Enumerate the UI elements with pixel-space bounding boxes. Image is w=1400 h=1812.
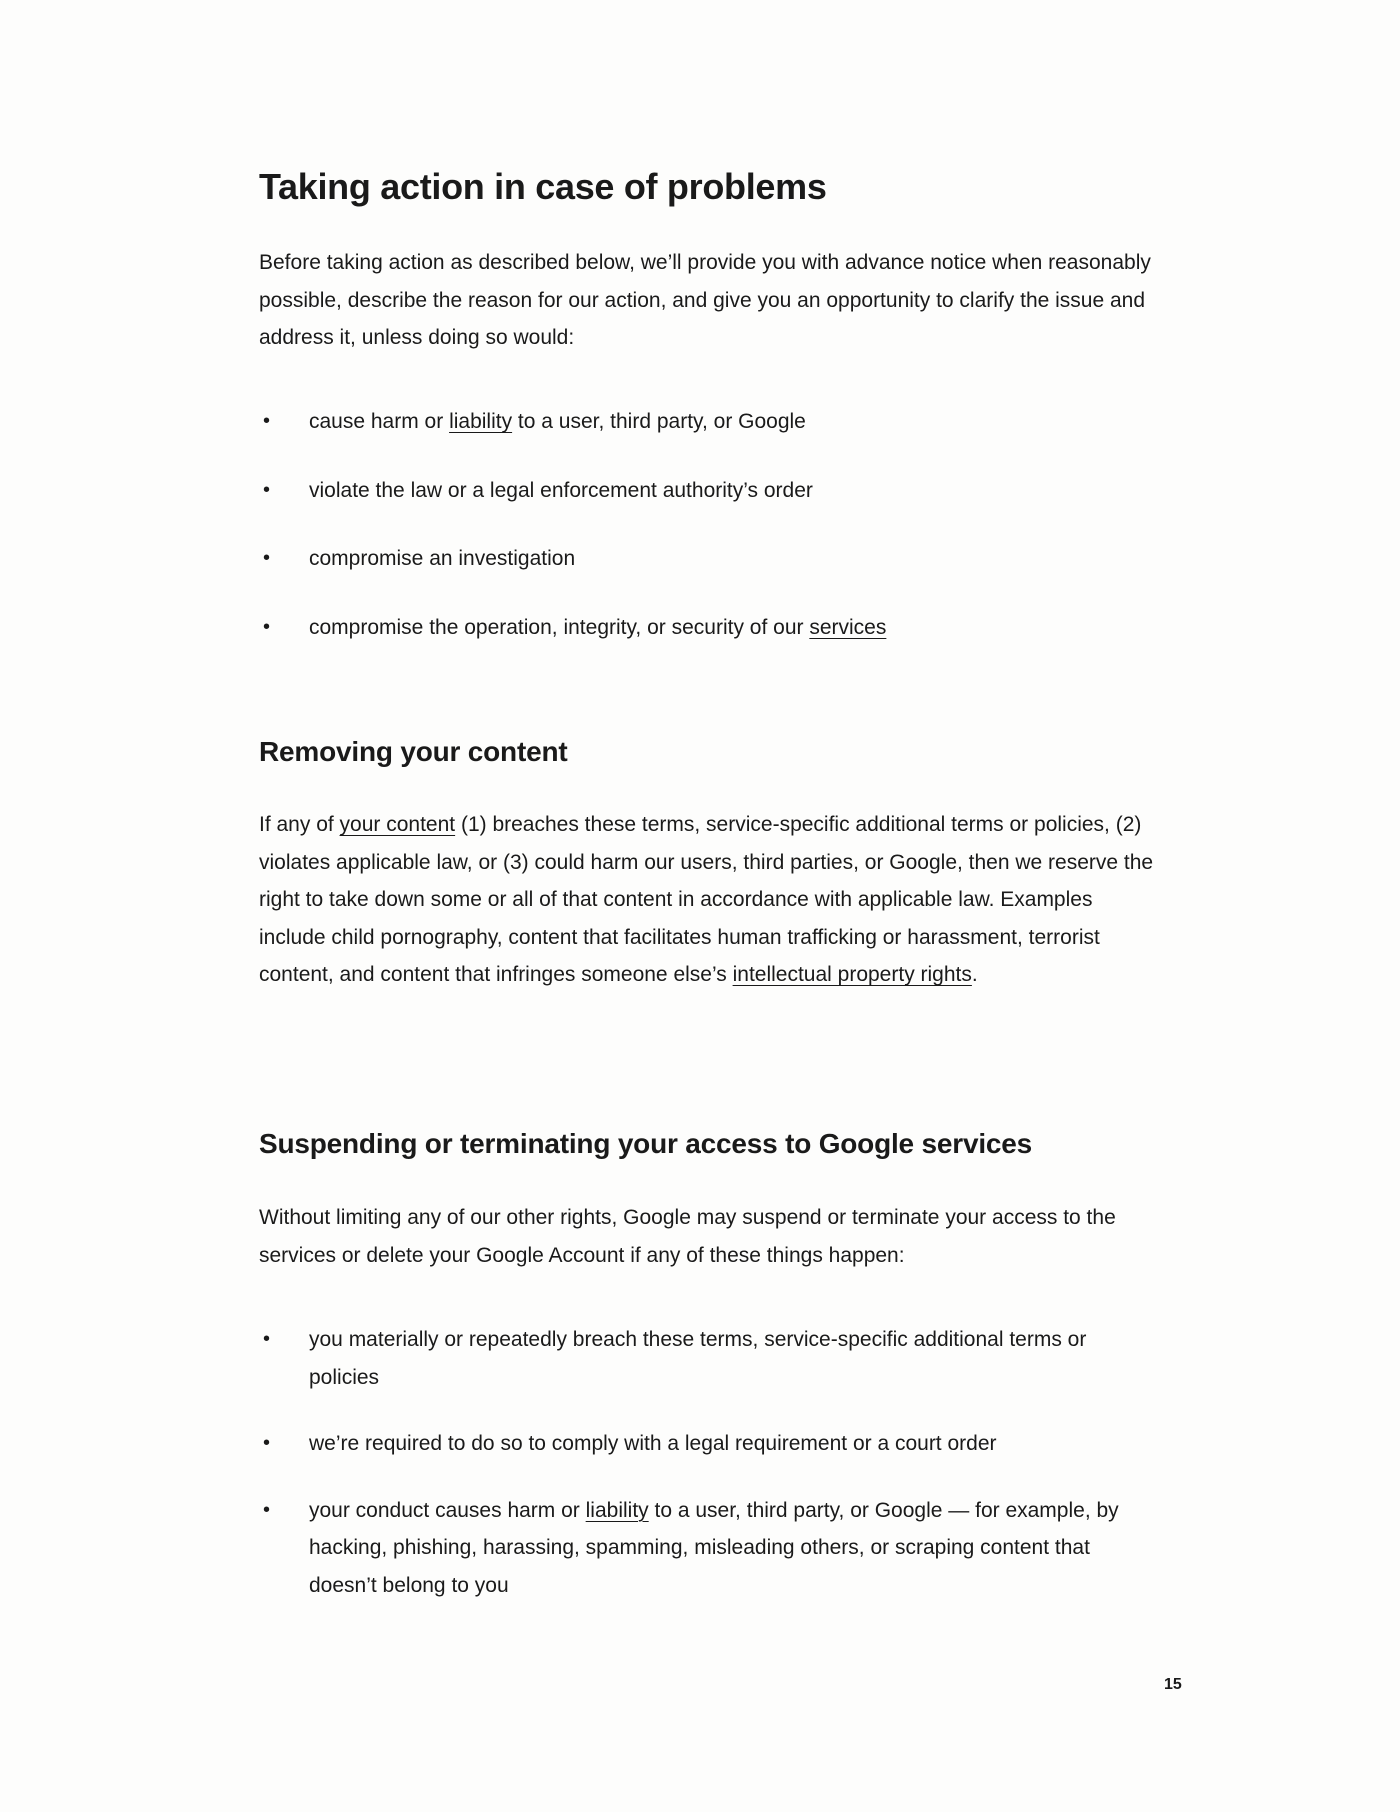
list-item-text: to a user, third party, or Google <box>512 410 806 433</box>
intellectual-property-rights-link[interactable]: intellectual property rights <box>732 963 972 986</box>
list-item <box>259 540 1159 578</box>
list-item <box>259 1492 1159 1605</box>
section-title-suspending: Suspending or terminating your access to Google services <box>259 1128 1033 1159</box>
section-title-removing: Removing your content <box>259 736 568 767</box>
list-item-text: we’re required to do so to comply with a legal requirement or a court order <box>309 1432 997 1455</box>
taking-action-list <box>259 403 1159 646</box>
list-item-text: violate the law or a legal enforcement authority’s order <box>309 478 813 502</box>
list-item <box>259 472 1159 510</box>
list-item <box>259 1321 1159 1396</box>
list-item-text: compromise an investigation <box>309 547 576 570</box>
list-item-text: you materially or repeatedly breach these terms, service-specific additional terms or policies <box>309 1328 1087 1389</box>
bullet-icon: • <box>263 1498 271 1521</box>
list-item <box>259 609 1159 647</box>
list-item-text: your conduct causes harm or <box>309 1498 586 1522</box>
liability-link[interactable]: liability <box>585 1498 649 1522</box>
suspending-list <box>259 1321 1159 1604</box>
paragraph-text: (1) breaches these terms, service-specific additional terms or policies, (2) violates applicable law, or (3) could harm our users, third parties, or Google, then we reserve the right to take down some or all of that content in accordance with applicable law. Examples include child pornography, content that facilitates human trafficking or harassment, terrorist content, and content that infringes someone else’s <box>259 813 1154 986</box>
page-number: 15 <box>1164 1676 1182 1693</box>
bullet-icon: • <box>263 1328 271 1350</box>
paragraph-text: . <box>971 963 978 986</box>
list-item <box>259 403 1159 441</box>
list-item-text: compromise the operation, integrity, or security of our <box>309 615 810 639</box>
section-title-taking-action: Taking action in case of problems <box>259 166 827 207</box>
list-item-text: to a user, third party, or Google — for example, by hacking, phishing, harassing, spamming, misleading others, or scraping content that doesn’t belong to you <box>309 1498 1119 1597</box>
list-item-text: cause harm or <box>309 410 450 433</box>
suspending-intro: Without limiting any of our other rights, Google may suspend or terminate your access to the services or delete your Google Account if any of these things happen: <box>259 1206 1116 1267</box>
paragraph-text: If any of <box>259 813 340 836</box>
liability-link[interactable]: liability <box>449 410 513 433</box>
bullet-icon: • <box>263 410 271 432</box>
list-item <box>259 1425 1159 1463</box>
your-content-link[interactable]: your content <box>339 813 456 836</box>
bullet-icon: • <box>263 478 271 501</box>
bullet-icon: • <box>263 615 271 638</box>
bullet-icon: • <box>263 1432 271 1454</box>
bullet-icon: • <box>263 547 271 569</box>
taking-action-intro: Before taking action as described below, we’ll provide you with advance notice when reasonably possible, describe the reason for our action, and give you an opportunity to clarify the issue and address it, unless doing so would: <box>259 251 1151 349</box>
services-link[interactable]: services <box>809 615 887 639</box>
removing-paragraph <box>259 806 1159 994</box>
